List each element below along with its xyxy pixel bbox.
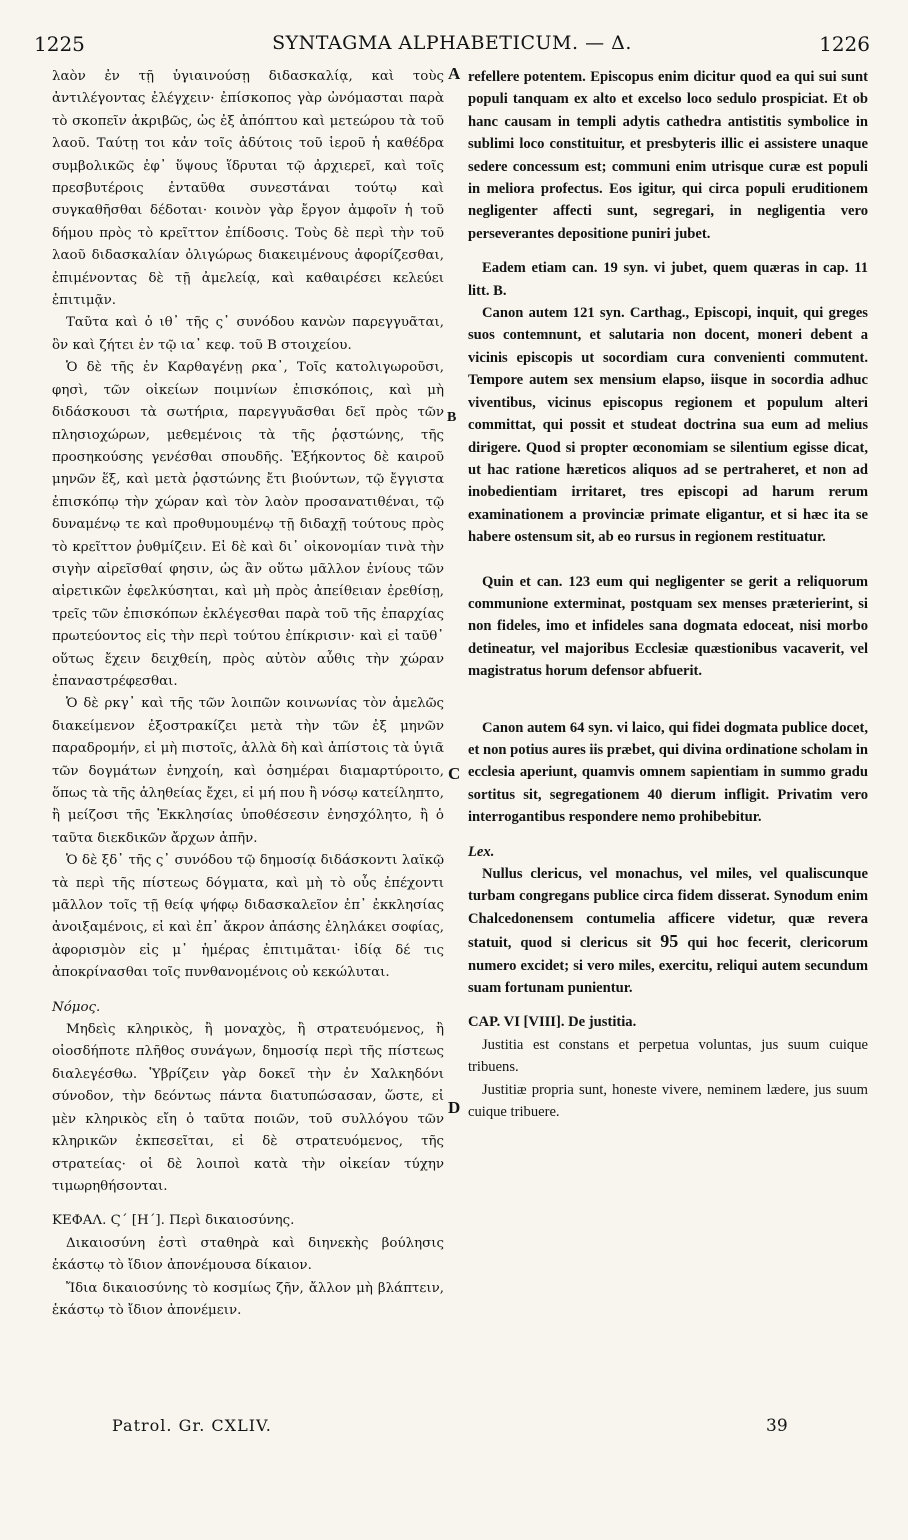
latin-paragraph-6-part-b: qui hoc fecerit, clericorum numero excidet; si vero miles, exercitu, reliqui autem secundum suam fortunam punientur.	[468, 935, 868, 997]
running-title: SYNTAGMA ALPHABETICUM. — Δ.	[272, 32, 632, 54]
margin-marker-c: C	[448, 764, 461, 783]
margin-marker-a: A	[448, 64, 461, 83]
latin-paragraph-6	[468, 863, 868, 999]
latin-paragraph-5: Canon autem 64 syn. vi laico, qui fidei dogmata publice docet, et non potius aures iis præbet, qui divina ordinatione scholam in ecclesia aperiunt, quamvis omnem sapientiam in summo gradu sortitus sit, segregationem 40 dierum infligit. Privatim vero interrogantibus respondere nemo prohibebitur.	[468, 719, 868, 826]
footer-signature-number: 39	[766, 1416, 788, 1436]
spacer	[468, 245, 868, 257]
greek-paragraph-1: λαὸν ἐν τῇ ὑγιαινούσῃ διδασκαλίᾳ, καὶ τοὺς ἀντιλέγοντας ἐλέγχειν· ἐπίσκοπος γὰρ ὠνόμασται παρὰ τὸ σκοπεῖν ἀκριβῶς, ὡς ἐξ ἀπόπτου καὶ μετεώρου τὰ τοῦ λαοῦ. Ταύτῃ τοι κἀν τοῖς ἀδύτοις τοῦ ἱεροῦ ἡ καθέδρα συμβολικῶς ἐφ᾿ ὕψους ἵδρυται τῷ ἀρχιερεῖ, καὶ τοῖς πρεσβυτέροις ἐνταῦθα συνεστάναι τούτῳ καὶ συγκαθῆσθαι δέδοται· κοινὸν γὰρ ἔργον ἀμφοῖν ἡ τοῦ δήμου πρὸς τὸ κρεῖττον ἐπίδοσις. Τοὺς δὲ περὶ τὴν τοῦ λαοῦ διδασκαλίαν ὀλιγώρως διακειμένους ἀφορίζεσθαι, ἐπιμένοντας δὲ τῇ ἀμελείᾳ, καὶ καθαιρέσει κελεύει ἐπιτιμᾷν.	[52, 69, 444, 309]
greek-nomos-heading: Νόμος.	[52, 999, 101, 1015]
greek-paragraph-7: Δικαιοσύνη ἐστὶ σταθηρὰ καὶ διηνεκὴς βούλησις ἑκάστῳ τὸ ἴδιον ἀπονέμουσα δίκαιον.	[52, 1235, 444, 1274]
left-page-number: 1225	[34, 32, 85, 56]
latin-paragraph-1: refellere potentem. Episcopus enim dicitur quod ea qui sui sunt populi tanquam ex alto et excelso loco sedulo prospiciat. Et ob hanc causam in templi adytis cathedra antistitis symbolice in sublimi loco constituitur, et presbyteris illic ei assistere unaque sedere concessum est; communi enim utrisque curæ est populi in meliora profectus. Eos igitur, qui circa populi eruditionem negligenter affecti sunt, segregari, in negligentia vero perseverantes depositione puniri jubet.	[468, 69, 868, 242]
latin-paragraph-2: Eadem etiam can. 19 syn. vi jubet, quem quæras in cap. 11 litt. B.	[468, 260, 868, 299]
spacer	[52, 1198, 444, 1210]
latin-paragraph-7: Justitia est constans et perpetua voluntas, jus suum cuique tribuens.	[468, 1036, 868, 1076]
greek-paragraph-6: Μηδεὶς κληρικὸς, ἢ μοναχὸς, ἢ στρατευόμενος, ἢ οἱοσδήποτε πλῆθος συνάγων, δημοσίᾳ περὶ τῆς πίστεως διαλεγέσθω. Ὑβρίζειν γὰρ δοκεῖ τὴν ἐν Χαλκηδόνι σύνοδον, τὴν δεόντως πάντα διατυπώσασαν, ὥστε, εἰ μὲν κληρικὸς εἴη ὁ ταῦτα ποιῶν, τοῦ συλλόγου τῶν κληρικῶν ἐκπεσεῖται, εἰ δὲ στρατευόμενος, τῆς στρατείας· οἱ δὲ λοιποὶ κατὰ τὴν οἰκείαν τύχην τιμωρηθήσονται.	[52, 1022, 444, 1194]
footer-series-label: Patrol. Gr. CXLIV.	[112, 1416, 272, 1435]
spacer	[52, 985, 444, 997]
greek-chapter-heading: ΚΕΦΑΛ. Ϛ´ [Η´]. Περὶ δικαιοσύνης.	[52, 1213, 295, 1229]
greek-paragraph-8: Ἴδια δικαιοσύνης τὸ κοσμίως ζῆν, ἄλλον μὴ βλάπτειν, ἑκάστῳ τὸ ἴδιον ἀπονέμειν.	[52, 1280, 444, 1318]
latin-paragraph-3: Canon autem 121 syn. Carthag., Episcopi, inquit, qui greges suos contemnunt, et salutaria non docent, moneri debent a vicinis episcopis ut socordiam cura convenienti commutent. Tempore autem sex mensium elapso, iisque in socordia adhuc viventibus, vicinus episcopus regionem et populum alteri committat, qui possit et studeat doctrina sua eum ad melius dirigere. Quod si propter œconomiam se silentium egisse dicat, ut hac ratione hæreticos aliquos ad se pertraheret, et non ad inobedientiam irritaret, tres episcopi ad harum rerum examinationem a provinciæ primate eligantur, et si hæc ita se habere ostensum sit, ab eo rursus in regionem restituatur.	[468, 305, 868, 546]
latin-paragraph-8: Justitiæ propria sunt, honeste vivere, neminem lædere, jus suum cuique tribuere.	[468, 1081, 868, 1121]
latin-column	[468, 66, 868, 1123]
latin-chapter-heading: CAP. VI [VIII]. De justitia.	[468, 1014, 637, 1031]
latin-paragraph-4: Quin et can. 123 eum qui negligenter se gerit a reliquorum communione exterminat, postquam sex menses præterierint, si non fideles, imo et infideles sana dogmata edoceat, nisi morbo detineatur, vel majoribus Ecclesiæ quæstionibus vacaverit, vel magistratus horum defensor abfuerit.	[468, 573, 868, 680]
spacer	[468, 549, 868, 571]
spacer	[468, 683, 868, 717]
right-page-number: 1226	[819, 32, 870, 56]
running-header	[34, 32, 870, 58]
greek-paragraph-4: Ὁ δὲ ρκγ᾿ καὶ τῆς τῶν λοιπῶν κοινωνίας τὸν ἀμελῶς διακείμενον ἐξοστρακίζει μετὰ τὴν τῶν ἐξ μηνῶν παραδρομήν, εἰ μὴ πιστοῖς, ἀλλὰ δὴ καὶ ἀπίστοις τὰ ὑγιᾶ τῶν δογμάτων ἐνηχοίη, καὶ ὁσημέραι διαμαρτύροιτο, ὅπως τὰ τῆς ἀληθείας ἔχει, εἰ μή που ἢ νόσῳ κατείληπτο, ἢ μείζοσι τῆς Ἐκκλησίας ὑποθέσεσιν ἐνησχόλητο, ἢ ὁ ταῦτα διεκδικῶν ἄρχων ἀπῆν.	[52, 696, 444, 846]
margin-marker-b: B	[447, 410, 457, 425]
greek-paragraph-2: Ταῦτα καὶ ὁ ιθ᾿ τῆς ς᾿ συνόδου κανὼν παρεγγυᾶται, ὃν καὶ ζήτει ἐν τῷ ια᾿ κεφ. τοῦ Β στοιχείου.	[52, 315, 444, 353]
margin-marker-d: D	[448, 1098, 461, 1117]
spacer	[468, 829, 868, 841]
folio-number: 95	[660, 931, 679, 952]
latin-paragraph-6-part-a: Nullus clericus, vel monachus, vel miles, vel qualiscunque turbam congregans publice circa fidem disserat. Synodum enim Chalcedonensem contumelia afficere videtur, quæ revera statuit, quod si clericus sit	[468, 866, 868, 952]
greek-paragraph-3: Ὁ δὲ τῆς ἐν Καρθαγένῃ ρκα᾿, Τοῖς κατολιγωροῦσι, φησὶ, τῶν οἰκείων ποιμνίων ἐπισκόποις, καὶ μὴ διδάσκουσι τὰ σωτήρια, παρεγγυᾶσθαι δεῖ πρὸς τῶν πλησιοχώρων, μεθεμένοις τὰ τῆς ῥᾳστώνης, τῆς προσηκούσης γενέσθαι σπουδῆς. Ἑξήκοντος δὲ καιροῦ μηνῶν ἕξ, καὶ μετὰ ῥᾳστώνης ἔτι βιούντων, τῷ ἔγγιστα ἐπισκόπῳ τὴν χώραν καὶ τὸν λαὸν προσανατιθέναι, τῷ δυναμένῳ τε καὶ προθυμουμένῳ τῇ διδαχῇ τούτους πρὸς τὸ κρεῖττον ῥυθμίζειν. Εἰ δὲ καὶ δι᾿ οἰκονομίαν τινὰ τὴν σιγὴν αἱρεῖσθαί φησιν, ὡς ἂν οὕτω μᾶλλον ἐνίους τῶν αἱρετικῶν ἐφελκύσηται, καὶ μὴ πρὸς ἀπείθειαν ἐρεθίσῃ, τρεῖς τῶν ἐπισκόπων ἐκλέγεσθαι παρὰ τοῦ τῆς ἐπαρχίας πρωτεύοντος εἰς τὴν περὶ τούτου ἐπίκρισιν· καὶ εἰ ταῦθ᾿ οὕτως ἔχειν δειχθείη, πρὸς αὐτὸν αὖθις τὴν χώραν ἐπαναστρέφεσθαι.	[52, 360, 444, 689]
spacer	[468, 999, 868, 1011]
latin-lex-heading: Lex.	[468, 843, 495, 860]
greek-column	[52, 66, 444, 1322]
greek-paragraph-5: Ὁ δὲ ξδ᾿ τῆς ς᾿ συνόδου τῷ δημοσίᾳ διδάσκοντι λαϊκῷ τὰ περὶ τῆς πίστεως δόγματα, καὶ μὴ τὸ οὖς ἐπέχοντι μᾶλλον τοῖς τῇ θείᾳ ψήφῳ διδασκαλεῖον ἐπ᾿ ἐκκλησίας ἀνοιξαμένοις, εἰ καὶ ἐπ᾿ ἄκρον ἁπάσης ἐληλάκει σοφίας, ἀφορισμὸν εἰς μ᾿ ἡμέρας ἐπιτιμᾶται· ἰδίᾳ δέ τις ἀποκρίνασθαι τοῖς πυνθανομένοις οὐ κεκώλυται.	[52, 853, 444, 981]
